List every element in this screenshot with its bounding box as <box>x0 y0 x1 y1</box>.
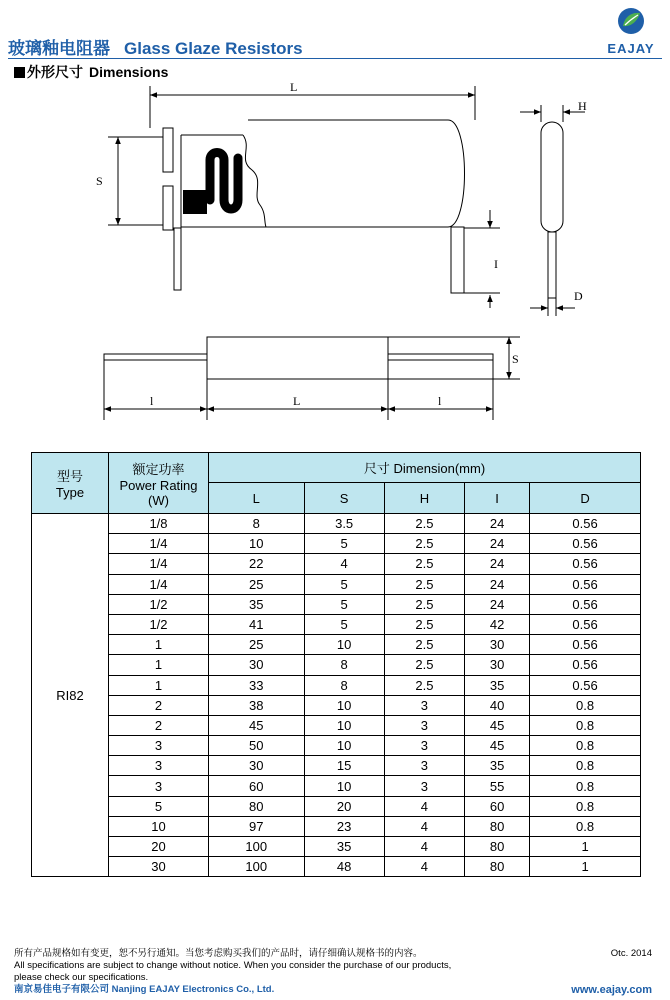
table-cell: 8 <box>209 514 305 534</box>
table-cell: 22 <box>209 554 305 574</box>
table-cell: 35 <box>209 594 305 614</box>
table-cell: 60 <box>465 796 530 816</box>
table-cell: 35 <box>304 837 384 857</box>
table-cell: 35 <box>465 675 530 695</box>
table-cell: 3 <box>384 715 464 735</box>
table-cell: 3.5 <box>304 514 384 534</box>
table-cell: 0.8 <box>530 736 641 756</box>
table-cell: 3 <box>384 776 464 796</box>
label-l-left: l <box>150 394 154 408</box>
table-cell: 4 <box>384 837 464 857</box>
table-cell: 97 <box>209 816 305 836</box>
table-cell: 50 <box>209 736 305 756</box>
table-cell: 24 <box>465 574 530 594</box>
footer-website[interactable]: www.eajay.com <box>571 984 652 996</box>
table-cell: 3 <box>384 756 464 776</box>
table-cell: 30 <box>209 756 305 776</box>
table-row <box>32 857 641 877</box>
table-cell: 2.5 <box>384 514 464 534</box>
dimension-header: 尺寸 Dimension(mm) <box>209 453 641 483</box>
table-row <box>32 715 641 735</box>
table-cell: 0.56 <box>530 554 641 574</box>
table-row <box>32 796 641 816</box>
spec-table <box>31 452 641 877</box>
table-cell: 5 <box>109 796 209 816</box>
label-H: H <box>578 99 587 113</box>
table-cell: 0.8 <box>530 715 641 735</box>
table-cell: 1/2 <box>109 594 209 614</box>
profile-view <box>104 337 520 420</box>
table-cell: 0.8 <box>530 776 641 796</box>
table-row <box>32 675 641 695</box>
table-cell: 10 <box>209 534 305 554</box>
col-I: I <box>465 483 530 514</box>
table-cell: 1 <box>530 857 641 877</box>
table-cell: 41 <box>209 614 305 634</box>
label-S-left: S <box>96 174 103 188</box>
eajay-logo <box>606 6 656 56</box>
table-cell: 30 <box>465 635 530 655</box>
col-S: S <box>304 483 384 514</box>
table-cell: 2.5 <box>384 635 464 655</box>
table-row <box>32 574 641 594</box>
type-value: RI82 <box>32 514 109 877</box>
table-cell: 3 <box>109 776 209 796</box>
table-cell: 2.5 <box>384 554 464 574</box>
table-cell: 2 <box>109 695 209 715</box>
label-L-bottom: L <box>293 394 301 408</box>
label-I: I <box>494 257 498 271</box>
table-cell: 8 <box>304 655 384 675</box>
footer-company: 南京易佳电子有限公司 Nanjing EAJAY Electronics Co., Ltd. <box>14 984 275 995</box>
table-cell: 20 <box>304 796 384 816</box>
table-cell: 3 <box>109 736 209 756</box>
table-cell: 55 <box>465 776 530 796</box>
col-D: D <box>530 483 641 514</box>
table-cell: 23 <box>304 816 384 836</box>
title-en: Glass Glaze Resistors <box>124 39 303 58</box>
table-row <box>32 554 641 574</box>
table-cell: 15 <box>304 756 384 776</box>
table-cell: 30 <box>209 655 305 675</box>
table-cell: 1 <box>109 655 209 675</box>
table-cell: 100 <box>209 837 305 857</box>
side-view <box>520 105 585 316</box>
table-cell: 10 <box>109 816 209 836</box>
page-header <box>0 0 670 62</box>
table-cell: 2.5 <box>384 655 464 675</box>
table-cell: 80 <box>465 837 530 857</box>
table-cell: 48 <box>304 857 384 877</box>
table-cell: 35 <box>465 756 530 776</box>
table-cell: 5 <box>304 614 384 634</box>
table-row <box>32 837 641 857</box>
table-cell: 4 <box>384 857 464 877</box>
footer <box>14 948 656 996</box>
type-header: 型号 Type <box>32 453 109 514</box>
table-cell: 1/4 <box>109 534 209 554</box>
table-cell: 0.8 <box>530 816 641 836</box>
header-rule <box>8 58 662 59</box>
page-title <box>8 34 303 59</box>
footer-note-cn: 所有产品规格如有变更，恕不另行通知。当您考虑购买我们的产品时，请仔细确认规格书的内容。 <box>14 948 423 959</box>
table-cell: 0.56 <box>530 614 641 634</box>
table-cell: 24 <box>465 534 530 554</box>
table-cell: 1 <box>109 675 209 695</box>
brand-name: EAJAY <box>607 41 655 56</box>
table-cell: 24 <box>465 554 530 574</box>
table-cell: 80 <box>209 796 305 816</box>
table-cell: 60 <box>209 776 305 796</box>
table-cell: 30 <box>109 857 209 877</box>
table-cell: 42 <box>465 614 530 634</box>
table-row <box>32 614 641 634</box>
table-cell: 0.56 <box>530 635 641 655</box>
table-cell: 2.5 <box>384 614 464 634</box>
table-cell: 0.56 <box>530 655 641 675</box>
table-cell: 5 <box>304 594 384 614</box>
dimension-drawing <box>0 80 670 440</box>
table-cell: 10 <box>304 695 384 715</box>
table-cell: 10 <box>304 776 384 796</box>
section-title-cn: 外形尺寸 <box>27 64 83 80</box>
footer-note-en-2: please check our specifications. <box>14 972 149 983</box>
table-cell: 3 <box>384 736 464 756</box>
table-cell: 45 <box>465 715 530 735</box>
col-H: H <box>384 483 464 514</box>
table-cell: 10 <box>304 635 384 655</box>
square-bullet-icon <box>14 67 25 78</box>
table-cell: 0.8 <box>530 695 641 715</box>
label-D: D <box>574 289 583 303</box>
table-cell: 2 <box>109 715 209 735</box>
table-cell: 2.5 <box>384 534 464 554</box>
label-l-right: l <box>438 394 442 408</box>
cutaway-view <box>108 86 500 308</box>
table-cell: 3 <box>384 695 464 715</box>
table-cell: 0.8 <box>530 796 641 816</box>
table-cell: 100 <box>209 857 305 877</box>
table-row <box>32 534 641 554</box>
table-row <box>32 776 641 796</box>
leaf-icon <box>616 6 646 36</box>
table-cell: 1/8 <box>109 514 209 534</box>
footer-note-en-1: All specifications are subject to change without notice. When you consider the purchase of our products, <box>14 960 452 971</box>
section-title <box>14 62 168 82</box>
table-cell: 0.56 <box>530 574 641 594</box>
table-cell: 24 <box>465 514 530 534</box>
table-cell: 0.56 <box>530 675 641 695</box>
table-cell: 0.8 <box>530 756 641 776</box>
table-cell: 80 <box>465 816 530 836</box>
title-cn: 玻璃釉电阻器 <box>8 39 110 58</box>
table-cell: 38 <box>209 695 305 715</box>
table-cell: 4 <box>384 796 464 816</box>
table-row <box>32 816 641 836</box>
col-L: L <box>209 483 305 514</box>
power-header: 额定功率 Power Rating (W) <box>109 453 209 514</box>
table-cell: 25 <box>209 635 305 655</box>
spec-table-body <box>32 514 641 877</box>
table-cell: 0.56 <box>530 534 641 554</box>
table-row <box>32 635 641 655</box>
footer-date: Otc. 2014 <box>610 948 652 959</box>
label-L-top: L <box>290 80 298 94</box>
table-cell: 1/4 <box>109 554 209 574</box>
table-cell: 45 <box>465 736 530 756</box>
table-cell: 2.5 <box>384 675 464 695</box>
table-cell: 0.56 <box>530 594 641 614</box>
table-cell: 1/2 <box>109 614 209 634</box>
table-cell: 1 <box>109 635 209 655</box>
table-cell: 20 <box>109 837 209 857</box>
table-cell: 10 <box>304 736 384 756</box>
table-row <box>32 594 641 614</box>
table-cell: 4 <box>384 816 464 836</box>
table-cell: 0.56 <box>530 514 641 534</box>
table-cell: 1 <box>530 837 641 857</box>
table-cell: 30 <box>465 655 530 675</box>
table-cell: 40 <box>465 695 530 715</box>
table-cell: 4 <box>304 554 384 574</box>
table-cell: 80 <box>465 857 530 877</box>
section-title-en: Dimensions <box>89 64 169 80</box>
table-cell: 33 <box>209 675 305 695</box>
table-cell: 24 <box>465 594 530 614</box>
table-cell: 2.5 <box>384 594 464 614</box>
label-S-right: S <box>512 352 519 366</box>
table-cell: 2.5 <box>384 574 464 594</box>
table-cell: 1/4 <box>109 574 209 594</box>
table-cell: 10 <box>304 715 384 735</box>
table-row <box>32 756 641 776</box>
table-row <box>32 514 641 534</box>
table-cell: 8 <box>304 675 384 695</box>
table-cell: 5 <box>304 574 384 594</box>
table-row <box>32 655 641 675</box>
table-cell: 5 <box>304 534 384 554</box>
table-cell: 3 <box>109 756 209 776</box>
table-cell: 45 <box>209 715 305 735</box>
table-cell: 25 <box>209 574 305 594</box>
table-row <box>32 695 641 715</box>
table-row <box>32 736 641 756</box>
